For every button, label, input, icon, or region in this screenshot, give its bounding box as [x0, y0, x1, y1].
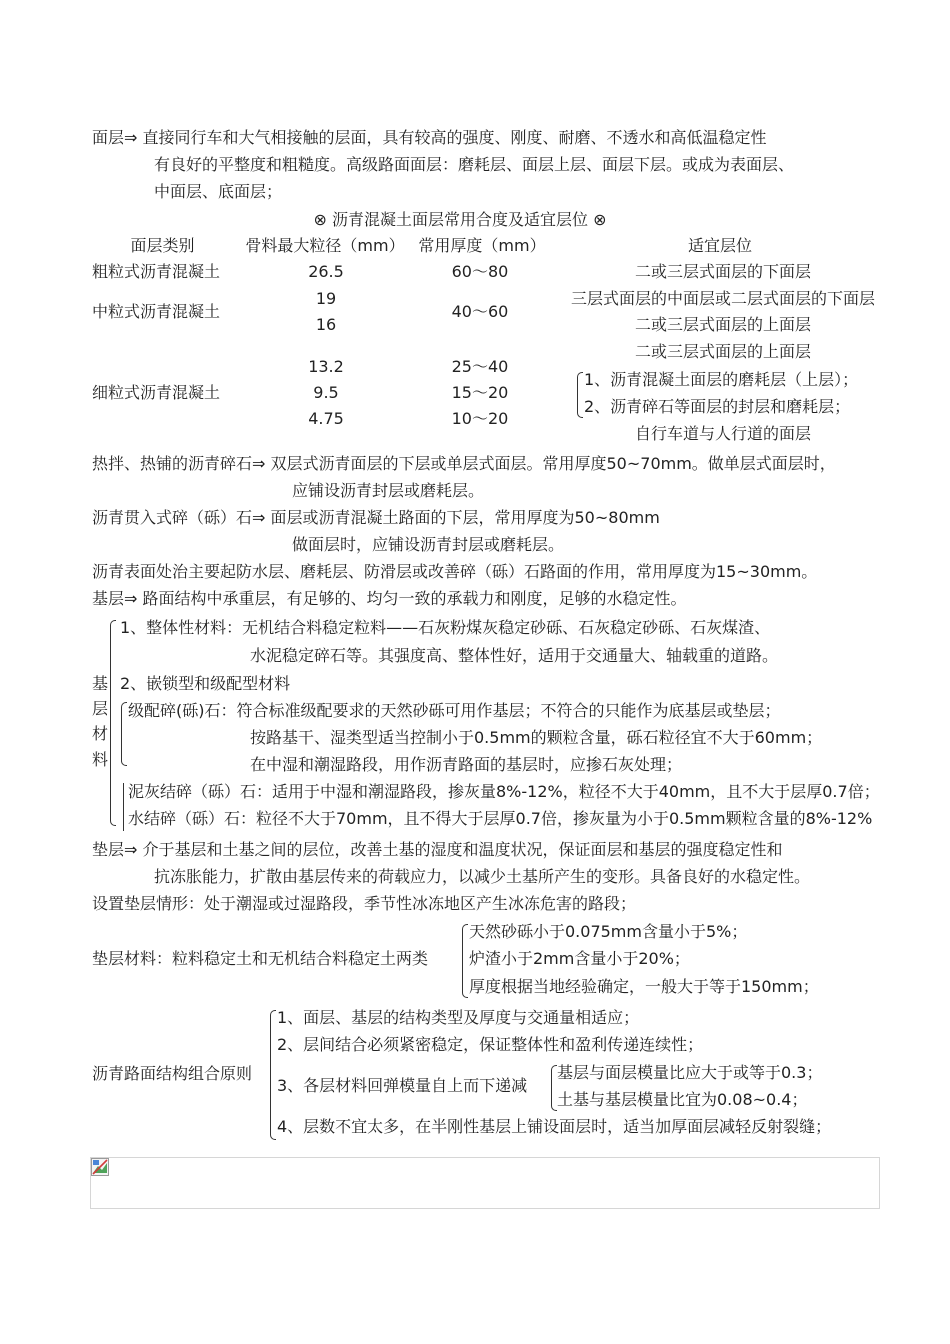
cushion-intro-1: 垫层⇒ 介于基层和土基之间的层位，改善土基的湿度和温度状况，保证面层和基层的强度稳定性和 [92, 840, 783, 859]
hot-mix-line-1: 热拌、热铺的沥青碎石⇒ 双层式沥青面层的下层或单层式面层。常用厚度50~70mm。做单层式面层时， [92, 454, 836, 473]
mud-bound-line: 泥灰结碎（砾）石：适用于中湿和潮湿路段，掺灰量8%-12%，粒径不大于40mm，且不大于层厚0.7倍； [128, 782, 880, 801]
base-side-label-1: 基 [92, 674, 109, 693]
principle-1: 1、面层、基层的结构类型及厚度与交通量相适应； [277, 1008, 640, 1027]
hot-mix-line-2: 应铺设沥青封层或磨耗层。 [292, 481, 485, 500]
principle-2: 2、层间结合必须紧密稳定，保证整体性和盈利传递连续性； [277, 1035, 704, 1054]
principle-3a: 基层与面层模量比应大于或等于0.3； [557, 1063, 823, 1082]
base-item-1b: 水泥稳定碎石等。其强度高、整体性好，适用于交通量大、轴载重的道路。 [250, 646, 779, 665]
base-side-label-2: 层 [92, 699, 109, 718]
row-fine-pos-a: 1、沥青混凝土面层的磨耗层（上层）； [584, 370, 859, 389]
cushion-material-1: 天然砂砾小于0.075mm含量小于5%； [469, 922, 748, 941]
row-fine-size-1: 13.2 [308, 357, 344, 376]
cushion-material-label: 垫层材料：粒料稳定土和无机结合料稳定土两类 [92, 949, 429, 968]
row-fine-size-3: 4.75 [308, 409, 344, 428]
cushion-material-brace [462, 924, 468, 998]
cushion-material-2: 炉渣小于2mm含量小于20%； [469, 949, 690, 968]
broken-image-icon [91, 1158, 109, 1176]
penetration-line-1: 沥青贯入式碎（砾）石⇒ 面层或沥青混凝土路面的下层，常用厚度为50~80mm [92, 508, 660, 527]
row-fine-thick-3: 10～20 [451, 409, 509, 428]
cushion-intro-2: 抗冻胀能力，扩散由基层传来的荷载应力，以减少土基所产生的变形。具备良好的水稳定性。 [154, 867, 811, 886]
base-side-label-4: 料 [92, 750, 109, 769]
row-fine-pos-bottom: 自行车道与人行道的面层 [634, 424, 811, 443]
base-item-1a: 1、整体性材料：无机结合料稳定粒料——石灰粉煤灰稳定砂砾、石灰稳定砂砾、石灰煤渣、 [120, 618, 771, 637]
table-title: ⊗ 沥青混凝土面层常用合度及适宜层位 ⊗ [313, 210, 607, 229]
surface-line-2: 有良好的平整度和粗糙度。高级路面面层：磨耗层、面层上层、面层下层。或成为表面层、 [154, 155, 795, 174]
surface-treatment-line: 沥青表面处治主要起防水层、磨耗层、防滑层或改善碎（砾）石路面的作用，常用厚度为15~30mm。 [92, 562, 818, 581]
row-medium-size-1: 19 [315, 289, 337, 308]
principle-3: 3、各层材料回弹模量自上而下递减 [277, 1076, 528, 1095]
base-material-brace [110, 620, 116, 826]
row-medium-size-2: 16 [315, 315, 337, 334]
graded-brace [121, 702, 127, 766]
row-fine-thick-2: 15～20 [451, 383, 509, 402]
header-pos: 适宜层位 [687, 236, 752, 255]
header-size: 骨料最大粒径（mm） [245, 236, 405, 255]
header-type: 面层类别 [130, 236, 195, 255]
row-medium-pos-2: 二或三层式面层的上面层 [634, 315, 811, 334]
principles-label: 沥青路面结构组合原则 [92, 1064, 253, 1083]
header-thick: 常用厚度（mm） [418, 236, 546, 255]
surface-line-1: 面层⇒ 直接同行车和大气相接触的层面，具有较高的强度、刚度、耐磨、不透水和高低温稳定性 [92, 128, 767, 147]
principle-4: 4、层数不宜太多，在半刚性基层上铺设面层时，适当加厚面层减轻反射裂缝； [277, 1117, 832, 1136]
fine-pos-brace [577, 372, 583, 418]
row-fine-pos-top: 二或三层式面层的上面层 [634, 342, 811, 361]
row-medium-type: 中粒式沥青混凝土 [92, 302, 221, 321]
row-coarse-size: 26.5 [308, 262, 344, 281]
row-fine-size-2: 9.5 [313, 383, 339, 402]
base-item-2: 2、嵌锁型和级配型材料 [120, 674, 291, 693]
base-intro: 基层⇒ 路面结构中承重层，有足够的、均匀一致的承载力和刚度，足够的水稳定性。 [92, 589, 687, 608]
principles-brace [270, 1010, 276, 1140]
row-medium-pos-1: 三层式面层的中面层或二层式面层的下面层 [570, 289, 875, 308]
penetration-line-2: 做面层时，应铺设沥青封层或磨耗层。 [292, 535, 565, 554]
row-coarse-thick: 60～80 [451, 262, 509, 281]
row-fine-type: 细粒式沥青混凝土 [92, 383, 221, 402]
surface-line-3: 中面层、底面层； [154, 182, 283, 201]
water-bound-line: 水结碎（砾）石：粒径不大于70mm，且不得大于层厚0.7倍，掺灰量为小于0.5mm颗粒含量的8%-12% [128, 809, 873, 828]
row-medium-thick: 40～60 [451, 302, 509, 321]
base-side-label-3: 材 [92, 724, 109, 743]
graded-line-2: 按路基干、湿类型适当控制小于0.5mm的颗粒含量，砾石粒径宜不大于60mm； [250, 728, 823, 747]
image-placeholder-box [90, 1157, 880, 1209]
cushion-material-3: 厚度根据当地经验确定，一般大于等于150mm； [469, 977, 819, 996]
row-fine-pos-b: 2、沥青碎石等面层的封层和磨耗层； [584, 397, 851, 416]
row-coarse-pos: 二或三层式面层的下面层 [634, 262, 811, 281]
cushion-setting: 设置垫层情形：处于潮湿或过湿路段，季节性冰冻地区产生冰冻危害的路段； [92, 894, 637, 913]
principle-3b: 土基与基层模量比宜为0.08~0.4； [557, 1090, 808, 1109]
graded-line-1: 级配碎(砾)石：符合标准级配要求的天然砂砾可用作基层；不符合的只能作为底基层或垫层； [128, 701, 781, 720]
row-coarse-type: 粗粒式沥青混凝土 [92, 262, 221, 281]
row-fine-thick-1: 25～40 [451, 357, 509, 376]
base-sub-separator [123, 783, 124, 831]
graded-line-3: 在中湿和潮湿路段，用作沥青路面的基层时，应掺石灰处理； [250, 755, 683, 774]
